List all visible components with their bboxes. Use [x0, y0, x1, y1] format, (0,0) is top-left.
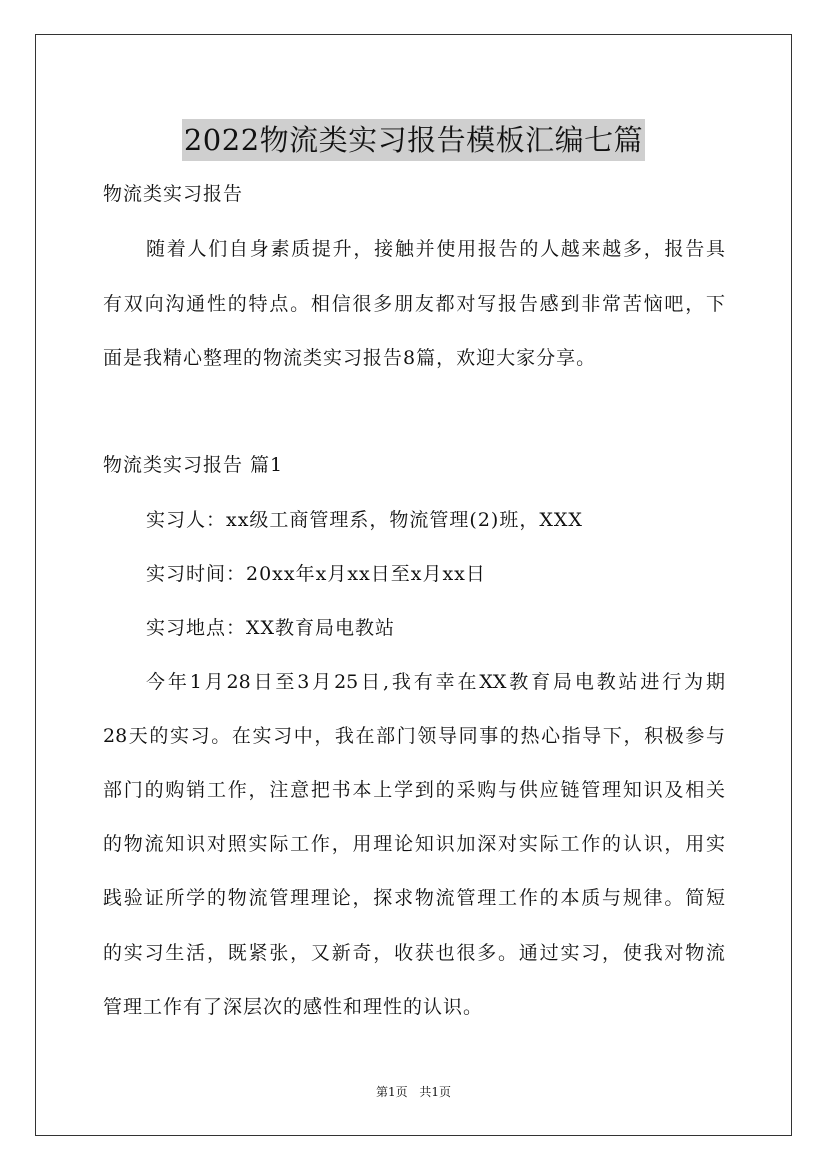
body-line-4: 的物流知识对照实际工作，用理论知识加深对实际工作的认识，用实	[103, 833, 725, 855]
body-line-2: 28天的实习。在实习中，我在部门领导同事的热心指导下，积极参与	[103, 725, 725, 747]
body-line-1: 今年1月28日至3月25日,我有幸在XX教育局电教站进行为期	[146, 671, 725, 693]
section-heading: 物流类实习报告	[103, 183, 244, 205]
document-title: 2022物流类实习报告模板汇编七篇	[182, 119, 645, 161]
title-container	[0, 100, 827, 181]
page-number: 第1页	[375, 1085, 408, 1099]
intro-line-3: 面是我精心整理的物流类实习报告8篇，欢迎大家分享。	[103, 347, 597, 369]
part-heading: 物流类实习报告 篇1	[103, 454, 284, 476]
page-count: 共1页	[419, 1085, 452, 1099]
intro-line-1: 随着人们自身素质提升，接触并使用报告的人越来越多，报告具	[146, 238, 725, 260]
body-line-5: 践验证所学的物流管理理论，探求物流管理工作的本质与规律。简短	[103, 887, 725, 909]
body-line-3: 部门的购销工作，注意把书本上学到的采购与供应链管理知识及相关	[103, 779, 725, 801]
intro-line-2: 有双向沟通性的特点。相信很多朋友都对写报告感到非常苦恼吧，下	[103, 293, 725, 315]
body-line-7: 管理工作有了深层次的感性和理性的认识。	[103, 996, 484, 1018]
info-time: 实习时间：20xx年x月xx日至x月xx日	[146, 563, 486, 585]
info-place: 实习地点：XX教育局电教站	[146, 617, 396, 639]
body-line-6: 的实习生活，既紧张，又新奇，收获也很多。通过实习，使我对物流	[103, 942, 725, 964]
info-person: 实习人：xx级工商管理系，物流管理(2)班，XXX	[146, 509, 583, 531]
page-footer	[0, 1084, 827, 1100]
